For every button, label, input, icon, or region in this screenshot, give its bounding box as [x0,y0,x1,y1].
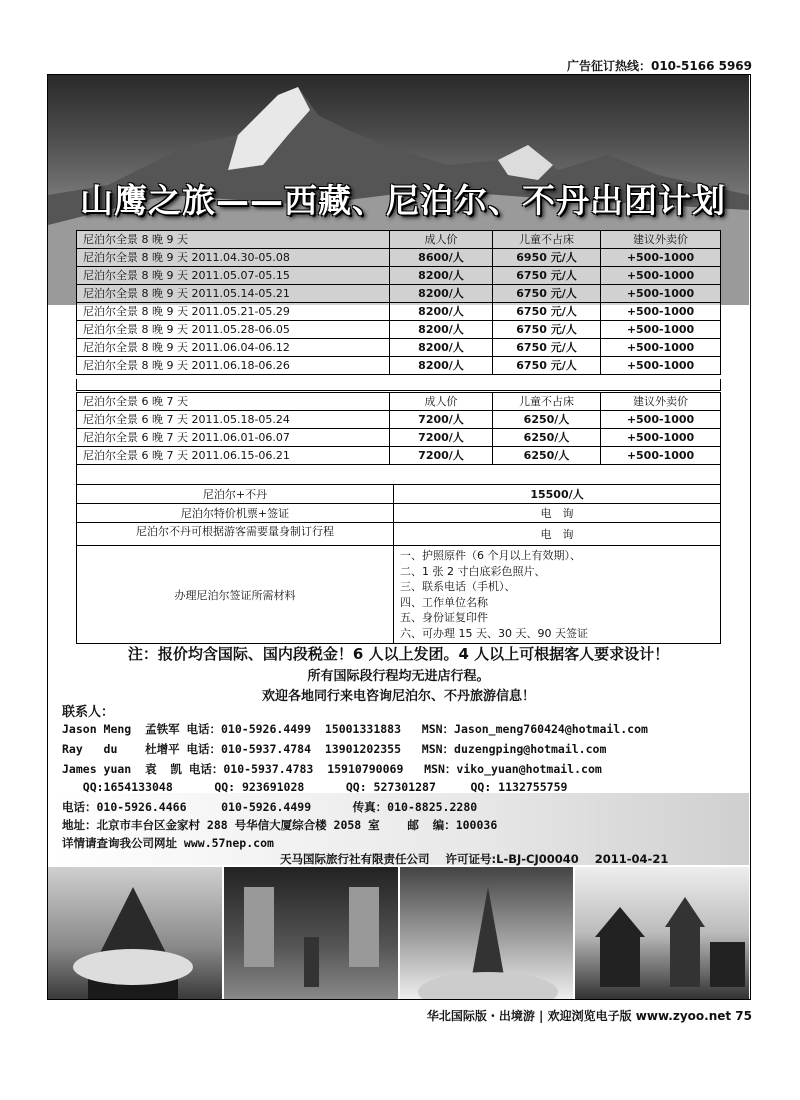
visa-item: 一、护照原件（6 个月以上有效期）、 [400,549,581,562]
table-row [77,357,721,375]
child-price: 6750 元/人 [493,357,601,375]
markup: +500-1000 [601,321,721,339]
option-label: 尼泊尔不丹可根据游客需要量身制订行程 [77,523,394,546]
visa-item: 三、联系电话（手机）、 [400,580,516,593]
table-row [77,485,721,504]
tour-name: 尼泊尔全景 8 晚 9 天 2011.05.21-05.29 [77,303,390,321]
phone-fax-line: 电话：010-5926.4466 010-5926.4499 传真：010-8825.2280 [62,800,478,814]
tour-name: 尼泊尔全景 6 晚 7 天 2011.06.01-06.07 [77,429,390,447]
ad-frame [47,74,751,1000]
table-row [77,303,721,321]
child-price: 6250/人 [493,411,601,429]
table-row [77,285,721,303]
tour-name: 尼泊尔全景 8 晚 9 天 2011.05.07-05.15 [77,267,390,285]
option-value: 电 询 [394,523,721,546]
visa-label: 办理尼泊尔签证所需材料 [77,546,394,644]
welcome-note: 欢迎各地同行来电咨询尼泊尔、不丹旅游信息！ [261,689,535,704]
qq-line: QQ:1654133048 QQ: 923691028 QQ: 527301287 QQ: 1132755759 [62,780,568,794]
adult-price: 7200/人 [390,447,493,465]
table-row [77,411,721,429]
table-row [77,447,721,465]
child-price: 6250/人 [493,429,601,447]
child-price: 6750 元/人 [493,303,601,321]
child-price: 6750 元/人 [493,285,601,303]
option-label: 尼泊尔特价机票+签证 [77,504,394,523]
child-price: 6950 元/人 [493,249,601,267]
table-row [77,429,721,447]
tour-name: 尼泊尔全景 8 晚 9 天 2011.05.14-05.21 [77,285,390,303]
header-cell: 儿童不占床 [493,231,601,249]
temples-photo [575,867,749,999]
markup: +500-1000 [601,357,721,375]
photo-strip [48,867,749,999]
markup: +500-1000 [601,249,721,267]
adult-price: 8200/人 [390,321,493,339]
table-row [77,523,721,546]
header-cell: 成人价 [390,231,493,249]
table-row [77,321,721,339]
table-header [77,393,721,411]
markup: +500-1000 [601,267,721,285]
table-row [77,546,721,644]
table-row [77,267,721,285]
page-footer: 华北国际版・出境游 | 欢迎浏览电子版 www.zyoo.net 75 [426,1009,752,1023]
child-price: 6750 元/人 [493,267,601,285]
tour-table-9-days [76,230,721,375]
adult-price: 8600/人 [390,249,493,267]
tour-name: 尼泊尔全景 6 晚 7 天 2011.06.15-06.21 [77,447,390,465]
tour-name: 尼泊尔全景 8 晚 9 天 2011.06.04-06.12 [77,339,390,357]
markup: +500-1000 [601,339,721,357]
no-shop-note: 所有国际段行程均无进店行程。 [307,669,490,684]
tour-name: 尼泊尔全景 6 晚 7 天 2011.05.18-05.24 [77,411,390,429]
option-value: 15500/人 [394,485,721,504]
adult-price: 8200/人 [390,357,493,375]
contact-line: James yuan 袁 凯 电话：010-5937.4783 15910790069 MSN：viko_yuan@hotmail.com [62,762,602,776]
guardian-statues-photo [224,867,400,999]
header-cell: 尼泊尔全景 6 晚 7 天 [77,393,390,411]
option-value: 电 询 [394,504,721,523]
visa-materials [394,546,721,644]
table-row [77,339,721,357]
address-line: 地址：北京市丰台区金家村 288 号华信大厦综合楼 2058 室 邮 编：100036 [62,818,498,832]
stupa-photo [48,867,224,999]
child-price: 6250/人 [493,447,601,465]
contacts-label: 联系人： [62,705,115,720]
adult-price: 8200/人 [390,267,493,285]
markup: +500-1000 [601,447,721,465]
header-cell: 儿童不占床 [493,393,601,411]
prayer-flags-photo [400,867,576,999]
markup: +500-1000 [601,429,721,447]
adult-price: 7200/人 [390,429,493,447]
adult-price: 8200/人 [390,303,493,321]
adult-price: 8200/人 [390,339,493,357]
price-note: 注：报价均含国际、国内段税金！6 人以上发团。4 人以上可根据客人要求设计！ [127,645,670,663]
tour-table-7-days [76,392,721,465]
visa-item: 二、1 张 2 寸白底彩色照片、 [400,564,546,578]
tour-name: 尼泊尔全景 8 晚 9 天 2011.05.28-06.05 [77,321,390,339]
visa-item: 六、可办理 15 天、30 天、90 天签证 [400,626,588,640]
markup: +500-1000 [601,285,721,303]
header-cell: 尼泊尔全景 8 晚 9 天 [77,231,390,249]
markup: +500-1000 [601,303,721,321]
markup: +500-1000 [601,411,721,429]
tour-name: 尼泊尔全景 8 晚 9 天 2011.06.18-06.26 [77,357,390,375]
ad-hotline: 广告征订热线：010-5166 5969 [566,59,752,73]
company-line: 天马国际旅行社有限责任公司 许可证号:L-BJ-CJ00040 2011-04-21 [280,852,669,866]
header-cell: 建议外卖价 [601,393,721,411]
tour-name: 尼泊尔全景 8 晚 9 天 2011.04.30-05.08 [77,249,390,267]
header-cell: 建议外卖价 [601,231,721,249]
table-spacer [76,465,721,485]
visa-item: 四、工作单位名称 [400,595,488,609]
extra-options-table [76,484,721,644]
adult-price: 8200/人 [390,285,493,303]
contact-line: Ray du 杜增平 电话：010-5937.4784 13901202355 MSN：duzengping@hotmail.com [62,742,607,756]
child-price: 6750 元/人 [493,321,601,339]
website-line: 详情请查询我公司网址 www.57nep.com [62,836,274,850]
table-spacer [76,379,721,391]
adult-price: 7200/人 [390,411,493,429]
header-cell: 成人价 [390,393,493,411]
table-row [77,504,721,523]
contact-line: Jason Meng 孟铁军 电话：010-5926.4499 15001331883 MSN：Jason_meng760424@hotmail.com [62,722,648,736]
table-header [77,231,721,249]
child-price: 6750 元/人 [493,339,601,357]
ad-title: 山鹰之旅——西藏、尼泊尔、不丹出团计划 [80,181,726,220]
table-row [77,249,721,267]
option-label: 尼泊尔+不丹 [77,485,394,504]
visa-item: 五、身份证复印件 [400,611,488,624]
